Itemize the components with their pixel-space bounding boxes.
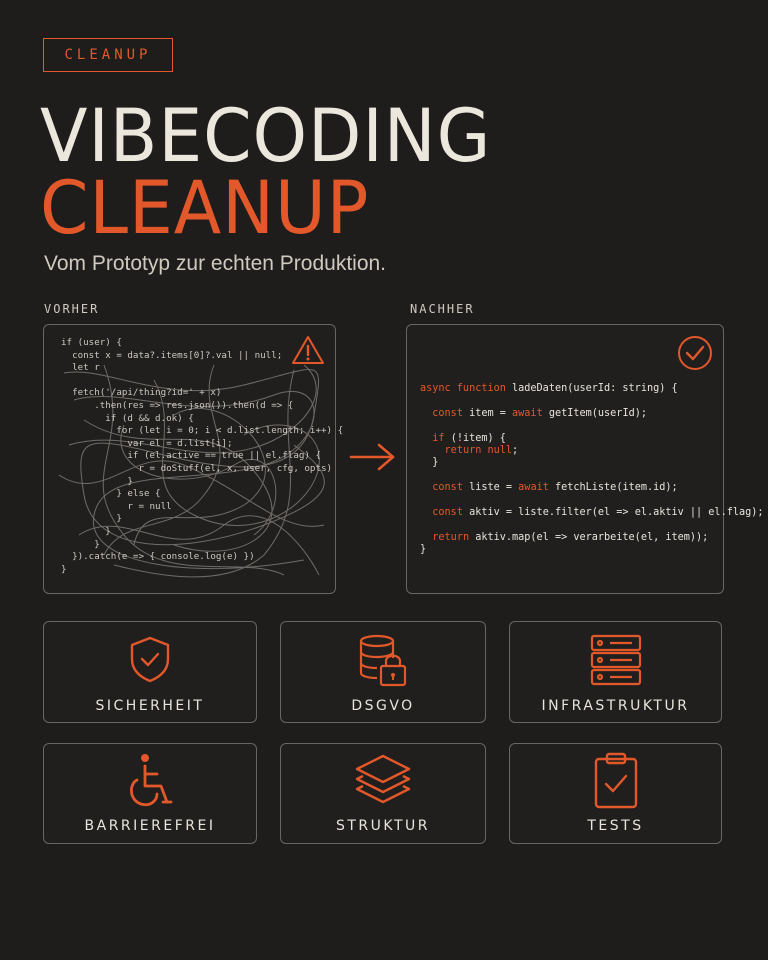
- code-line: var el = d.list[i];: [61, 437, 233, 449]
- code-line: }: [420, 544, 427, 556]
- code-line: if (user) {: [61, 337, 122, 348]
- card-struktur: [280, 743, 486, 844]
- layers-icon: [353, 752, 413, 808]
- warning-icon: [291, 335, 325, 365]
- code-line: [420, 420, 764, 432]
- code-line: }: [61, 538, 100, 550]
- card-label: TESTS: [587, 818, 644, 834]
- after-label: NACHHER: [410, 302, 475, 316]
- code-line: if (d && d.ok) {: [61, 412, 194, 424]
- code-line: [420, 395, 764, 407]
- card-label: BARRIEREFREI: [84, 818, 216, 834]
- card-sicherheit: [43, 621, 257, 723]
- code-line: }: [420, 457, 439, 469]
- code-line: if (el.active == true || el.flag) {: [61, 450, 321, 462]
- card-label: SICHERHEIT: [95, 698, 205, 714]
- database-lock-icon: [353, 632, 413, 690]
- card-label: DSGVO: [351, 698, 415, 714]
- card-infrastruktur: [509, 621, 722, 723]
- code-line: r = null: [61, 500, 172, 512]
- code-line: const x = data?.items[0]?.val || null;: [61, 349, 283, 361]
- clipboard-check-icon: [591, 752, 641, 810]
- card-tests: [509, 743, 722, 844]
- title-line-1: VIBECODING: [40, 94, 492, 179]
- code-line: let r: [61, 362, 100, 374]
- code-line: [61, 375, 343, 388]
- code-line: const item = await getItem(userId);: [432, 407, 647, 419]
- code-line: .then(res => res.json()).then(d => {: [61, 399, 294, 411]
- cleanup-tag: CLEANUP: [43, 38, 173, 72]
- clean-code: [420, 383, 764, 557]
- code-line: const liste = await fetchListe(item.id);: [432, 482, 678, 494]
- shield-check-icon: [125, 634, 175, 684]
- code-line: [420, 495, 764, 507]
- code-line: r = doStuff(el, x, user, cfg, opts): [61, 462, 333, 474]
- code-line: [420, 519, 764, 531]
- code-line: }).catch(e => { console.log(e) }): [61, 551, 255, 563]
- before-label: VORHER: [44, 302, 100, 316]
- code-line: }: [61, 513, 122, 525]
- server-icon: [588, 632, 644, 688]
- messy-code: [61, 337, 343, 576]
- card-label: STRUKTUR: [335, 818, 431, 834]
- before-code-panel: [43, 324, 344, 594]
- card-label: INFRASTRUKTUR: [541, 698, 690, 714]
- code-line: }: [61, 525, 111, 537]
- arrow-right-icon: [349, 442, 397, 472]
- code-line: return null;: [444, 445, 519, 457]
- code-line: [420, 470, 764, 482]
- code-line: const aktiv = liste.filter(el => el.aktiv || el.flag);: [432, 507, 764, 519]
- after-code-panel: [406, 324, 764, 594]
- subtitle: Vom Prototyp zur echten Produktion.: [44, 252, 387, 275]
- code-line: }: [61, 475, 133, 487]
- code-line: } else {: [61, 488, 161, 500]
- code-line: async function ladeDaten(userId: string) {: [420, 383, 678, 394]
- title-line-2: CLEANUP: [40, 166, 370, 251]
- code-line: }: [61, 563, 67, 575]
- code-line: if (!item) {: [432, 432, 506, 444]
- code-line: fetch('/api/thing?id=' + x): [61, 387, 222, 399]
- card-barrierefrei: [43, 743, 257, 844]
- check-circle-icon: [677, 335, 713, 371]
- code-line: for (let i = 0; i < d.list.length; i++) {: [61, 425, 344, 437]
- code-line: return aktiv.map(el => verarbeite(el, item));: [432, 531, 709, 543]
- accessibility-icon: [123, 752, 177, 812]
- card-dsgvo: [280, 621, 486, 723]
